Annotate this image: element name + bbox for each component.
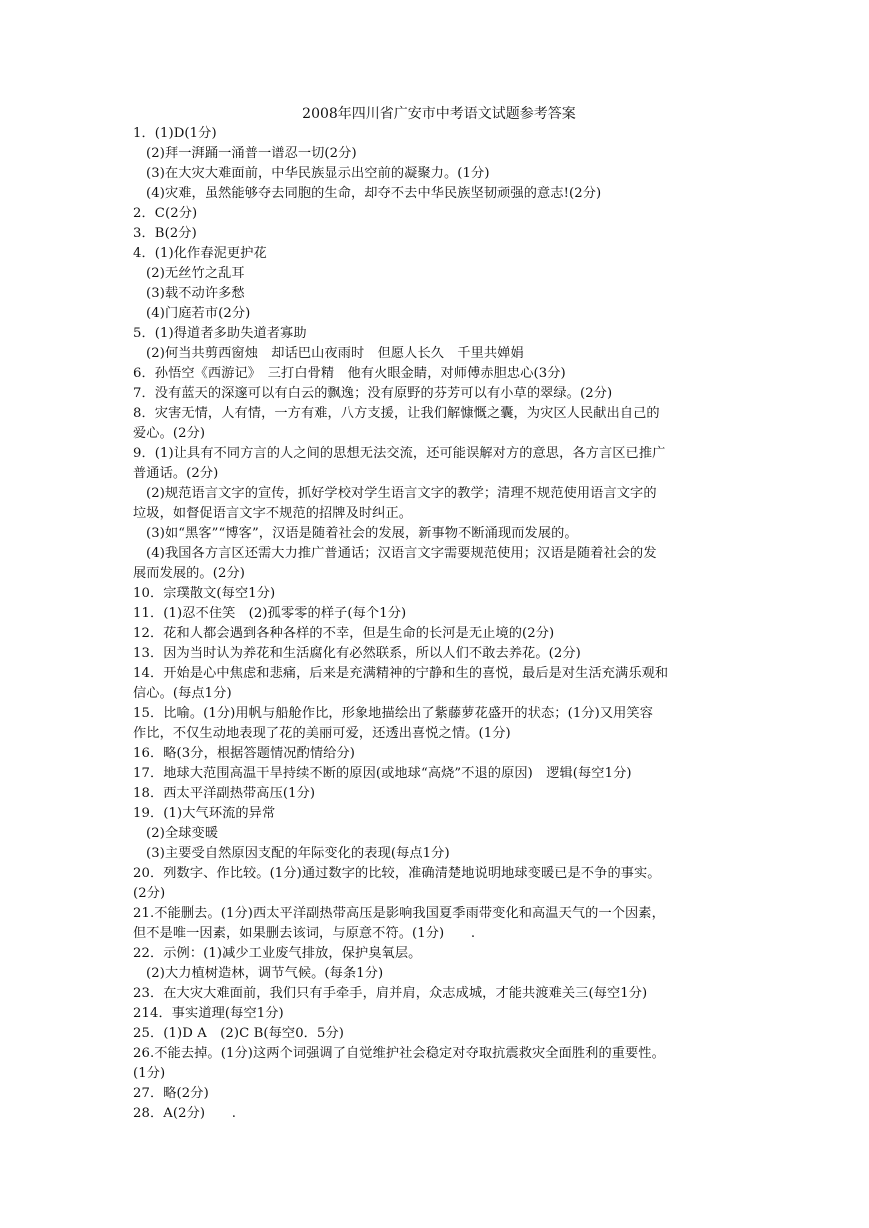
answer-line: 26.不能去掉。(1分)这两个词强调了自觉维护社会稳定对夺取抗震救灾全面胜利的重要性。 xyxy=(133,1046,665,1061)
answer-line: (3)载不动许多愁 xyxy=(146,286,245,301)
answer-line: 展而发展的。(2分) xyxy=(133,566,245,581)
answer-line: 信心。(每点1分) xyxy=(133,686,232,701)
answer-line: 1．(1)D(1分) xyxy=(133,126,217,141)
answer-line: 3．B(2分) xyxy=(133,226,197,241)
answer-line: 但不是唯一因素，如果删去该词，与原意不符。(1分) . xyxy=(133,926,476,941)
answer-line: (2)无丝竹之乱耳 xyxy=(146,266,245,281)
answer-line: (4)我国各方言区还需大力推广普通话；汉语言文字需要规范使用；汉语是随着社会的发 xyxy=(146,546,657,561)
answer-line: (3)在大灾大难面前，中华民族显示出空前的凝聚力。(1分) xyxy=(146,166,490,181)
answer-line: 27．略(2分) xyxy=(133,1086,209,1101)
answer-line: 13．因为当时认为养花和生活腐化有必然联系，所以人们不敢去养花。(2分) xyxy=(133,646,581,661)
answer-line: 16．略(3分，根据答题情况酌情给分) xyxy=(133,746,355,761)
answer-line: (2分) xyxy=(133,886,166,901)
answer-line: (1分) xyxy=(133,1066,166,1081)
answer-line: 7．没有蓝天的深邃可以有白云的飘逸；没有原野的芬芳可以有小草的翠绿。(2分) xyxy=(133,386,613,401)
answer-line: 5．(1)得道者多助失道者寡助 xyxy=(133,326,307,341)
answer-line: 12．花和人都会遇到各种各样的不幸，但是生命的长河是无止境的(2分) xyxy=(133,626,555,641)
answer-line: 22．示例：(1)减少工业废气排放，保护臭氧层。 xyxy=(133,946,422,961)
answer-line: 17．地球大范围高温干旱持续不断的原因(或地球“高烧”不退的原因) 逻辑(每空1分) xyxy=(133,766,632,781)
answer-line: 8．灾害无情，人有情，一方有难，八方支援，让我们解慷慨之囊，为灾区人民献出自己的 xyxy=(133,406,660,421)
answer-line: 垃圾，如督促语言文字不规范的招牌及时纠正。 xyxy=(133,506,413,521)
answer-line: (3)如“黑客”“博客”，汉语是随着社会的发展，新事物不断涌现而发展的。 xyxy=(146,526,578,541)
answer-line: (2)大力植树造林，调节气候。(每条1分) xyxy=(146,966,384,981)
answer-line: (2)全球变暖 xyxy=(146,826,219,841)
answer-line: (2)何当共剪西窗烛 却话巴山夜雨时 但愿人长久 千里共婵娟 xyxy=(146,346,524,361)
answer-line: 11．(1)忍不住笑 (2)孤零零的样子(每个1分) xyxy=(133,606,407,621)
answer-line: 14．开始是心中焦虑和悲痛，后来是充满精神的宁静和生的喜悦，最后是对生活充满乐观和 xyxy=(133,666,669,681)
answer-line: 作比，不仅生动地表现了花的美丽可爱，还透出喜悦之情。(1分) xyxy=(133,726,511,741)
answer-line: (4)门庭若市(2分) xyxy=(146,306,251,321)
answer-line: 214．事实道理(每空1分) xyxy=(133,1006,284,1021)
answer-document xyxy=(133,104,745,1124)
answer-line: 普通话。(2分) xyxy=(133,466,219,481)
answer-line: 10．宗璞散文(每空1分) xyxy=(133,586,276,601)
answer-line: 9．(1)让具有不同方言的人之间的思想无法交流，还可能误解对方的意思，各方言区已推广 xyxy=(133,446,666,461)
answer-line: 2．C(2分) xyxy=(133,206,198,221)
answer-line: (4)灾难，虽然能够夺去同胞的生命，却夺不去中华民族坚韧顽强的意志!(2分) xyxy=(146,186,602,201)
answer-line: 爱心。(2分) xyxy=(133,426,206,441)
answer-line: 28．A(2分) . xyxy=(133,1106,237,1121)
answer-line: (2)规范语言文字的宣传，抓好学校对学生语言文字的教学；清理不规范使用语言文字的 xyxy=(146,486,657,501)
answer-line: 15．比喻。(1分)用帆与船舱作比，形象地描绘出了紫藤萝花盛开的状态；(1分)又用笑容 xyxy=(133,706,653,721)
document-title: 2008年四川省广安市中考语文试题参考答案 xyxy=(302,106,576,122)
answer-line: 19．(1)大气环流的异常 xyxy=(133,806,276,821)
answer-line: (2)拜一湃踊一涌普一谱忍一切(2分) xyxy=(146,146,357,161)
answer-line: (3)主要受自然原因支配的年际变化的表现(每点1分) xyxy=(146,846,450,861)
answer-line: 21.不能删去。(1分)西太平洋副热带高压是影响我国夏季雨带变化和高温天气的一个因素， xyxy=(133,906,665,921)
answer-line: 23．在大灾大难面前，我们只有手牵手，肩并肩，众志成城，才能共渡难关三(每空1分) xyxy=(133,986,648,1001)
answer-line: 20．列数字、作比较。(1分)通过数字的比较，准确清楚地说明地球变暖已是不争的事实。 xyxy=(133,866,661,881)
answer-line: 6．孙悟空《西游记》 三打白骨精 他有火眼金睛，对师傅赤胆忠心(3分) xyxy=(133,366,566,381)
answer-line: 4．(1)化作春泥更护花 xyxy=(133,246,267,261)
answer-line: 25．(1)D A (2)C B(每空0．5分) xyxy=(133,1026,344,1041)
answer-line: 18．西太平洋副热带高压(1分) xyxy=(133,786,316,801)
